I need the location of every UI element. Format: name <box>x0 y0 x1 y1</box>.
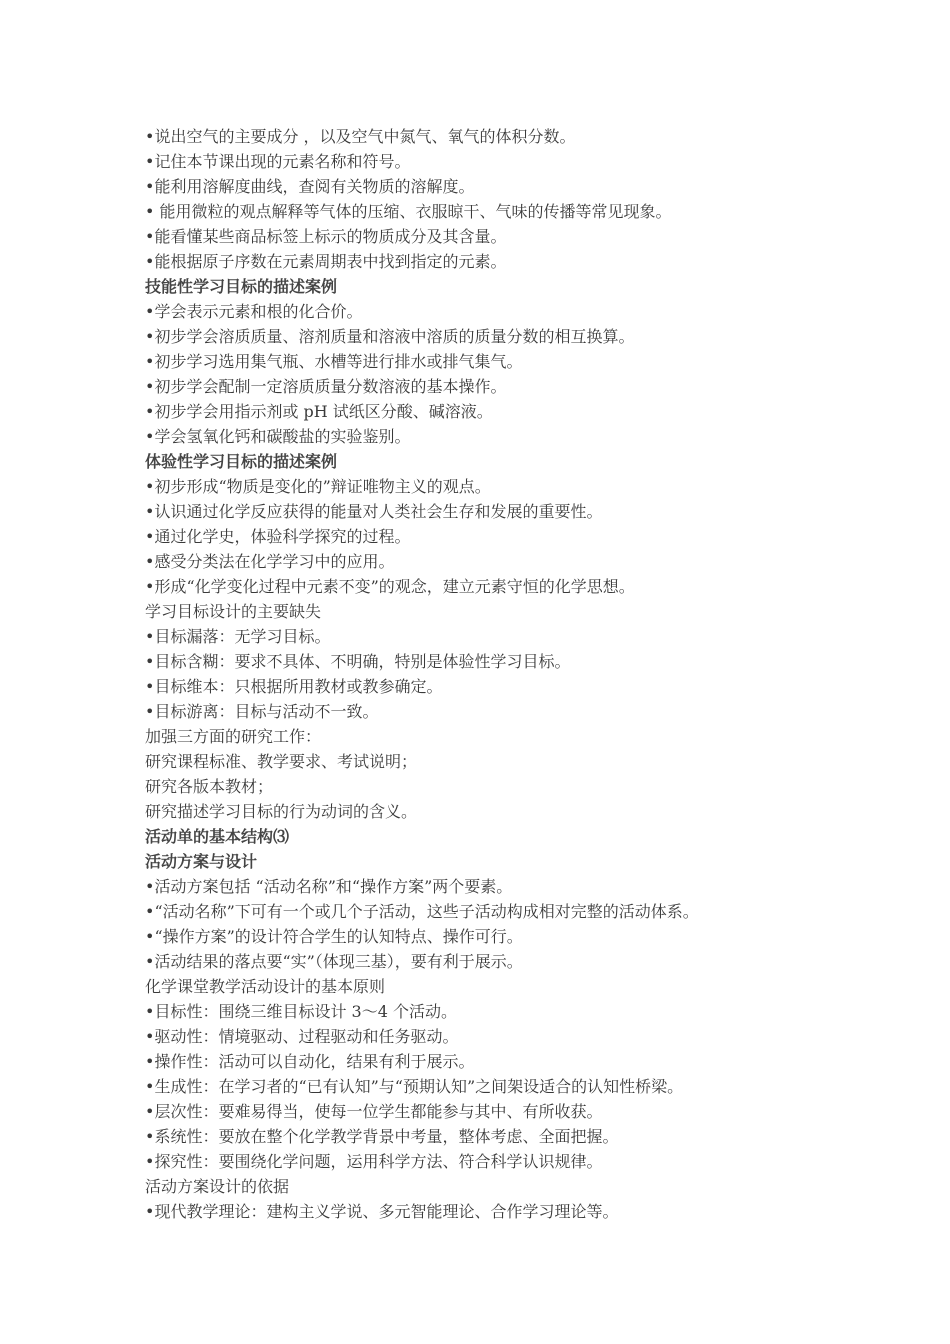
text-line: 学习目标设计的主要缺失 <box>145 602 322 621</box>
section-heading: 体验性学习目标的描述案例 <box>145 452 338 471</box>
text-line: •现代教学理论：建构主义学说、多元智能理论、合作学习理论等。 <box>145 1202 619 1221</box>
text-line: •系统性：要放在整个化学教学背景中考量，整体考虑、全面把握。 <box>145 1127 619 1146</box>
text-line: •“活动名称”下可有一个或几个子活动，这些子活动构成相对完整的活动体系。 <box>145 902 699 921</box>
text-line: •操作性：活动可以自动化，结果有利于展示。 <box>145 1052 475 1071</box>
text-line: •通过化学史，体验科学探究的过程。 <box>145 527 411 546</box>
text-line: •记住本节课出现的元素名称和符号。 <box>145 152 411 171</box>
text-line: •能利用溶解度曲线，查阅有关物质的溶解度。 <box>145 177 475 196</box>
text-line: •活动方案包括 “活动名称”和“操作方案”两个要素。 <box>145 877 513 896</box>
text-line: •能根据原子序数在元素周期表中找到指定的元素。 <box>145 252 507 271</box>
text-line: 研究各版本教材； <box>145 777 274 796</box>
text-line: •探究性：要围绕化学问题，运用科学方法、符合科学认识规律。 <box>145 1152 603 1171</box>
text-line: •学会表示元素和根的化合价。 <box>145 302 363 321</box>
text-line: •目标游离：目标与活动不一致。 <box>145 702 379 721</box>
text-line: •感受分类法在化学学习中的应用。 <box>145 552 395 571</box>
text-line: 研究课程标准、教学要求、考试说明； <box>145 752 418 771</box>
document-body <box>145 124 925 1224</box>
text-line: •目标含糊：要求不具体、不明确，特别是体验性学习目标。 <box>145 652 571 671</box>
text-line: •初步学习选用集气瓶、水槽等进行排水或排气集气。 <box>145 352 523 371</box>
text-line: •目标漏落：无学习目标。 <box>145 627 331 646</box>
text-line: •认识通过化学反应获得的能量对人类社会生存和发展的重要性。 <box>145 502 603 521</box>
text-line: 化学课堂教学活动设计的基本原则 <box>145 977 386 996</box>
text-line: •“操作方案”的设计符合学生的认知特点、操作可行。 <box>145 927 523 946</box>
text-line: •初步学会配制一定溶质质量分数溶液的基本操作。 <box>145 377 507 396</box>
text-line: •学会氢氧化钙和碳酸盐的实验鉴别。 <box>145 427 411 446</box>
text-line: •初步形成“物质是变化的”辩证唯物主义的观点。 <box>145 477 491 496</box>
text-line: •目标维本：只根据所用教材或教参确定。 <box>145 677 443 696</box>
text-line: • 能用微粒的观点解释等气体的压缩、衣服晾干、气味的传播等常见现象。 <box>145 202 672 221</box>
text-line: •驱动性：情境驱动、过程驱动和任务驱动。 <box>145 1027 459 1046</box>
text-line: 研究描述学习目标的行为动词的含义。 <box>145 802 418 821</box>
text-line: •层次性：要难易得当，使每一位学生都能参与其中、有所收获。 <box>145 1102 603 1121</box>
text-line: •初步学会用指示剂或 pH 试纸区分酸、碱溶液。 <box>145 402 493 421</box>
text-line: 加强三方面的研究工作： <box>145 727 322 746</box>
text-line: •生成性：在学习者的“已有认知”与“预期认知”之间架设适合的认知性桥梁。 <box>145 1077 684 1096</box>
text-line: •初步学会溶质质量、溶剂质量和溶液中溶质的质量分数的相互换算。 <box>145 327 635 346</box>
text-line: •能看懂某些商品标签上标示的物质成分及其含量。 <box>145 227 507 246</box>
section-heading: 技能性学习目标的描述案例 <box>145 277 338 296</box>
text-line: •活动结果的落点要“实”（体现三基），要有利于展示。 <box>145 952 523 971</box>
text-line: •形成“化学变化过程中元素不变”的观念，建立元素守恒的化学思想。 <box>145 577 635 596</box>
text-line: 活动方案设计的依据 <box>145 1177 290 1196</box>
text-line: •目标性：围绕三维目标设计 3～4 个活动。 <box>145 1002 457 1021</box>
section-heading: 活动单的基本结构⑶ <box>145 827 290 846</box>
text-line: •说出空气的主要成分 ，以及空气中氮气、氧气的体积分数。 <box>145 127 576 146</box>
section-heading: 活动方案与设计 <box>145 852 258 871</box>
